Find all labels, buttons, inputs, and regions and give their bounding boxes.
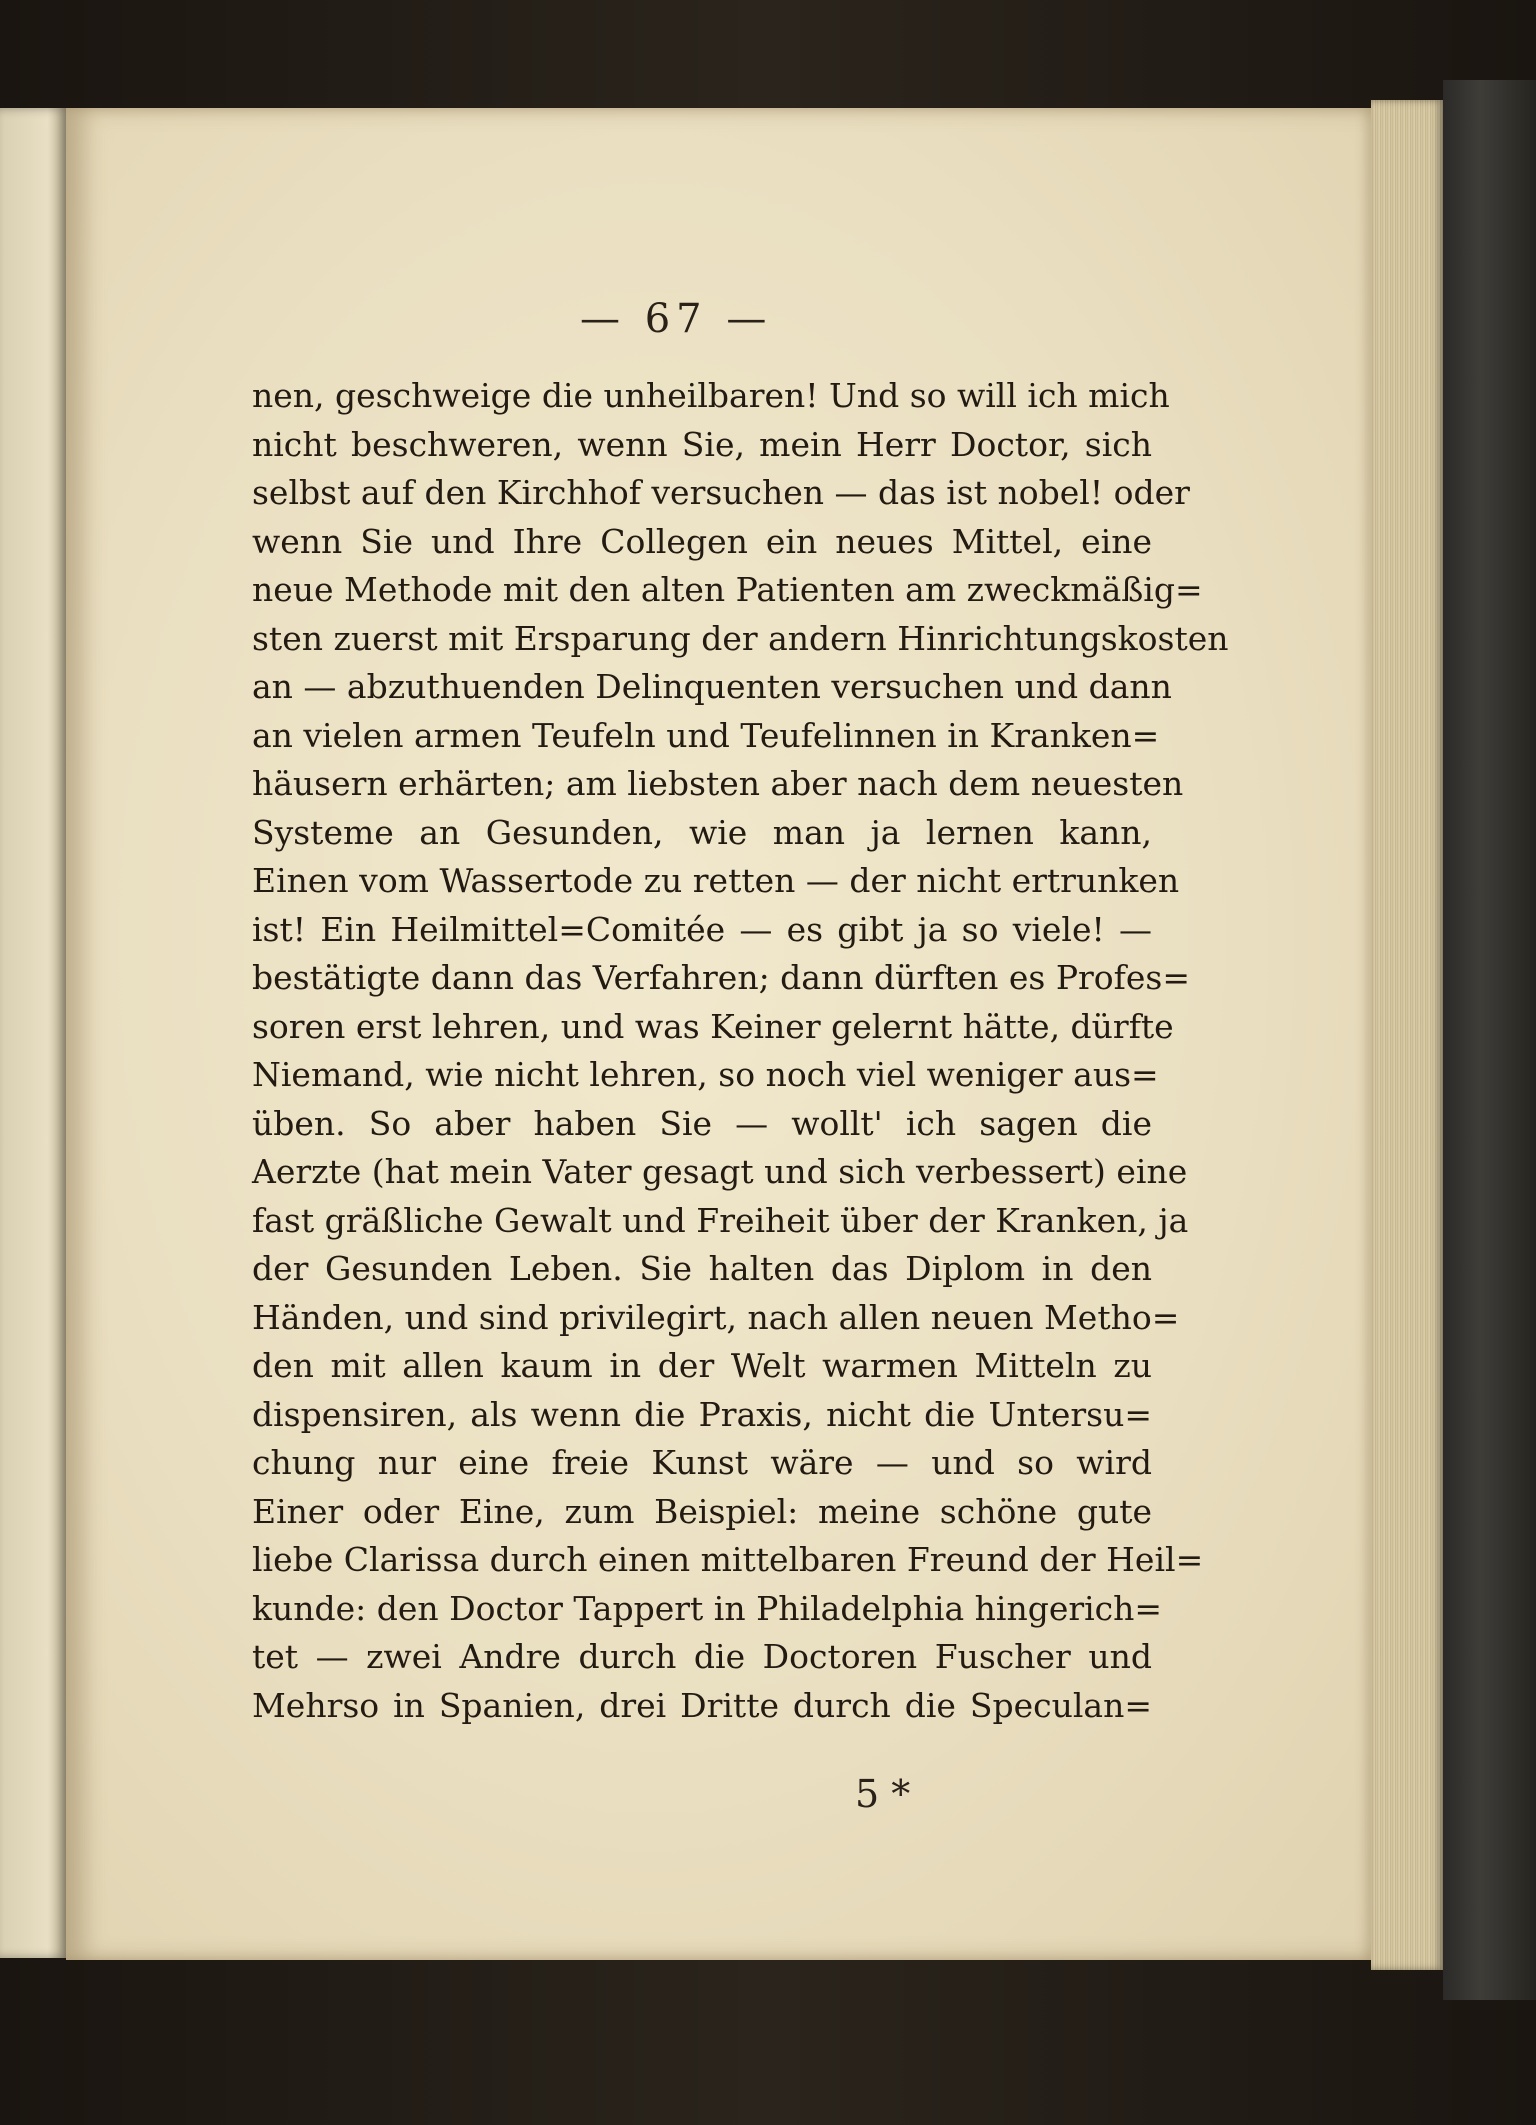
text-line: Händen, und sind privilegirt, nach allen neuen Metho= xyxy=(252,1297,1180,1337)
text-line: üben. So aber haben Sie — wollt' ich sagen die xyxy=(252,1103,1152,1143)
text-line: nen, geschweige die unheilbaren! Und so will ich mich xyxy=(252,376,1170,415)
text-line: selbst auf den Kirchhof versuchen — das ist nobel! oder xyxy=(252,473,1190,512)
text-line: sten zuerst mit Ersparung der andern Hinrichtungskosten xyxy=(252,618,1229,658)
text-line: Einen vom Wassertode zu retten — der nicht ertrunken xyxy=(252,861,1180,900)
text-line: neue Methode mit den alten Patienten am zweckmäßig= xyxy=(252,570,1203,609)
text-line: nicht beschweren, wenn Sie, mein Herr Doctor, sich xyxy=(252,424,1152,464)
book-cover-edge xyxy=(1443,80,1536,2000)
text-line: kunde: den Doctor Tappert in Philadelphia hingerich= xyxy=(252,1588,1163,1628)
text-line: liebe Clarissa durch einen mittelbaren Freund der Heil= xyxy=(252,1540,1204,1579)
text-line: Systeme an Gesunden, wie man ja lernen kann, xyxy=(252,812,1152,852)
facing-page-edge xyxy=(0,108,68,1958)
page-block-edge xyxy=(1371,100,1443,1970)
body-text xyxy=(252,372,1229,1730)
text-line: Einer oder Eine, zum Beispiel: meine schöne gute xyxy=(252,1491,1152,1531)
text-line: chung nur eine freie Kunst wäre — und so wird xyxy=(252,1443,1152,1482)
signature-mark: 5 * xyxy=(855,1772,911,1816)
text-line: an — abzuthuenden Delinquenten versuchen und dann xyxy=(252,667,1172,706)
text-line: den mit allen kaum in der Welt warmen Mitteln zu xyxy=(252,1346,1152,1385)
text-line: soren erst lehren, und was Keiner gelernt hätte, dürfte xyxy=(252,1006,1174,1046)
page-number: — 67 — xyxy=(580,296,773,342)
text-line: dispensiren, als wenn die Praxis, nicht die Untersu= xyxy=(252,1394,1152,1434)
text-line: Mehrso in Spanien, drei Dritte durch die Speculan= xyxy=(252,1685,1152,1725)
text-line: Aerzte (hat mein Vater gesagt und sich verbessert) eine xyxy=(252,1152,1188,1191)
text-line: bestätigte dann das Verfahren; dann dürften es Profes= xyxy=(252,958,1191,997)
text-line: wenn Sie und Ihre Collegen ein neues Mittel, eine xyxy=(252,521,1152,561)
text-line: Niemand, wie nicht lehren, so noch viel weniger aus= xyxy=(252,1055,1159,1094)
text-line: häusern erhärten; am liebsten aber nach dem neuesten xyxy=(252,764,1184,803)
text-line: an vielen armen Teufeln und Teufelinnen in Kranken= xyxy=(252,715,1160,755)
text-line: fast gräßliche Gewalt und Freiheit über der Kranken, ja xyxy=(252,1200,1189,1240)
text-line: ist! Ein Heilmittel=Comitée — es gibt ja so viele! — xyxy=(252,909,1152,949)
text-line: tet — zwei Andre durch die Doctoren Fuscher und xyxy=(252,1637,1152,1676)
text-line: der Gesunden Leben. Sie halten das Diplom in den xyxy=(252,1249,1152,1288)
